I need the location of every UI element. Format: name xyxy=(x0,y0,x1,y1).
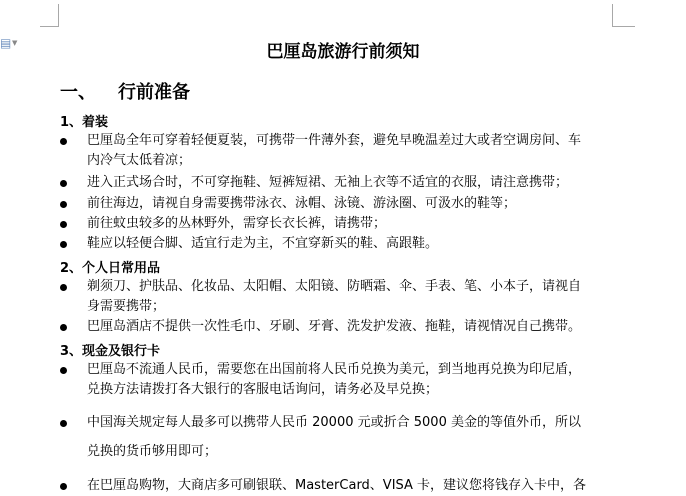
bullet-icon xyxy=(60,483,67,490)
bullet-icon xyxy=(60,420,67,427)
bullet-icon xyxy=(60,180,67,187)
bullet-icon xyxy=(60,284,67,291)
document-title: 巴厘岛旅游行前须知 xyxy=(266,42,420,62)
subsection-heading-daily-items: 2、个人日常用品 xyxy=(60,261,161,276)
section-heading xyxy=(60,78,190,104)
list-item-text: 前往蚊虫较多的丛林野外，需穿长衣长裤，请携带； xyxy=(87,216,387,231)
section-number: 一、 xyxy=(60,82,96,103)
list-item-text: 中国海关规定每人最多可以携带人民币 20000 元或折合 5000 美金的等值外币，所以 xyxy=(87,415,581,430)
list-item-text: 巴厘岛不流通人民币，需要您在出国前将人民币兑换为美元，到当地再兑换为印尼盾， xyxy=(87,362,582,377)
list-item-text: 剃须刀、护肤品、化妆品、太阳帽、太阳镜、防晒霜、伞、手表、笔、小本子，请视自 xyxy=(87,279,582,294)
bullet-icon xyxy=(60,241,67,248)
bullet-icon xyxy=(60,201,67,208)
subsection-heading-cash-cards: 3、现金及银行卡 xyxy=(60,344,161,359)
list-item-text: 身需要携带； xyxy=(87,299,166,314)
subsection-heading-clothing: 1、着装 xyxy=(60,115,109,130)
list-item-text: 进入正式场合时，不可穿拖鞋、短裤短裙、无袖上衣等不适宜的衣服，请注意携带； xyxy=(87,175,569,190)
list-item-text: 兑换的货币够用即可； xyxy=(87,444,218,459)
bullet-icon xyxy=(60,221,67,228)
list-item-text: 鞋应以轻便合脚、适宜行走为主，不宜穿新买的鞋、高跟鞋。 xyxy=(87,236,439,251)
section-title: 行前准备 xyxy=(118,82,190,103)
bullet-icon xyxy=(60,138,67,145)
list-item-text: 内冷气太低着凉； xyxy=(87,153,192,168)
list-item-text: 巴厘岛全年可穿着轻便夏装，可携带一件薄外套，避免早晚温差过大或者空调房间、车 xyxy=(87,133,582,148)
bullet-icon xyxy=(60,324,67,331)
dropdown-arrow-icon[interactable]: ▼ xyxy=(12,39,18,47)
list-item-text: 巴厘岛酒店不提供一次性毛巾、牙刷、牙膏、洗发护发液、拖鞋，请视情况自己携带。 xyxy=(87,319,582,334)
paste-options-icon[interactable]: ▤ ▼ xyxy=(0,36,18,50)
list-item-text: 在巴厘岛购物，大商店多可刷银联、MasterCard、VISA 卡，建议您将钱存入卡中，各 xyxy=(87,478,587,493)
list-item-text: 兑换方法请拨打各大银行的客服电话询问，请务必及早兑换； xyxy=(87,382,439,397)
bullet-icon xyxy=(60,367,67,374)
list-item-text: 前往海边，请视自身需要携带泳衣、泳帽、泳镜、游泳圈、可汲水的鞋等； xyxy=(87,196,517,211)
